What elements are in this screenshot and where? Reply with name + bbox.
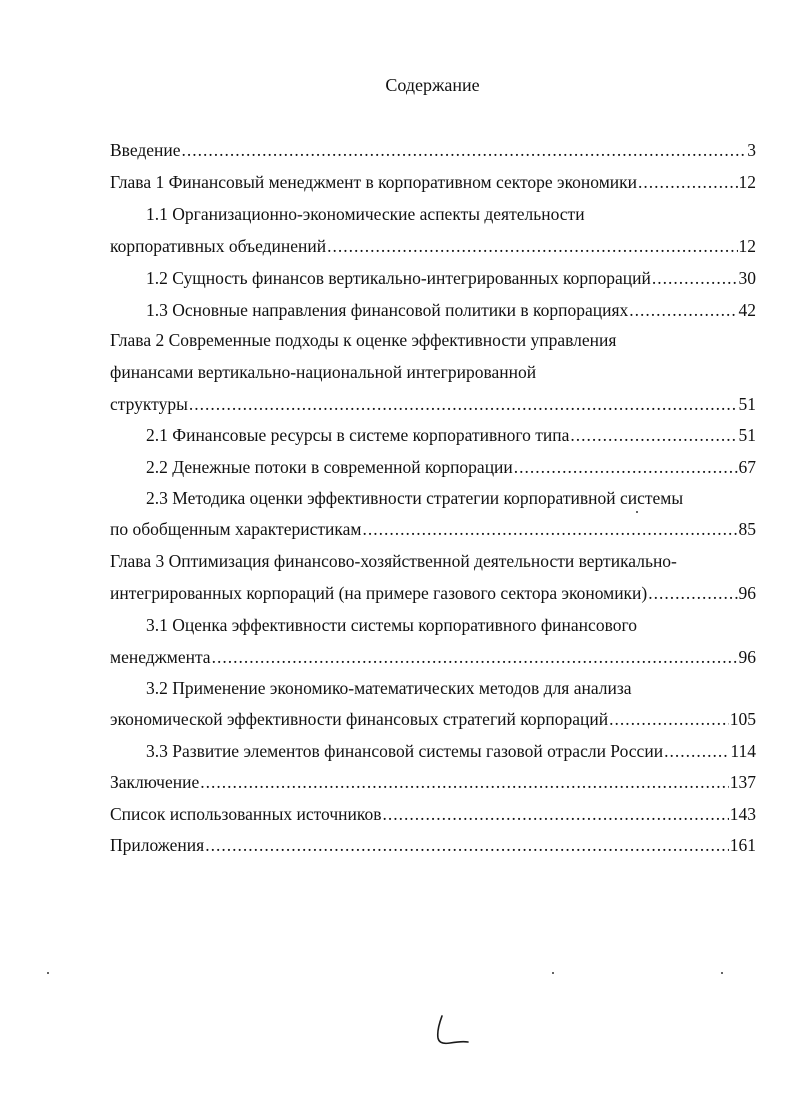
dot-leader <box>648 582 737 604</box>
dot-leader <box>205 834 729 856</box>
dot-leader <box>383 803 729 825</box>
toc-entry-text: 1.3 Основные направления финансовой политики в корпорациях <box>146 300 629 320</box>
toc-entry-section-3-1-line-2 <box>110 646 756 668</box>
toc-entry-text: корпоративных объединений <box>110 236 327 256</box>
dot-leader <box>638 171 737 193</box>
toc-entry-introduction <box>110 139 756 161</box>
toc-entry-text: 1.2 Сущность финансов вертикально-интегрированных корпораций <box>146 268 651 288</box>
toc-entry-chapter-3-line-2 <box>110 582 756 604</box>
toc-entry-section-3-2-line-2 <box>110 708 756 730</box>
toc-entry-text: экономической эффективности финансовых стратегий корпораций <box>110 709 609 729</box>
scan-speck <box>636 511 638 513</box>
toc-entry-section-1-1-line-1 <box>146 203 756 225</box>
scan-speck <box>721 972 723 974</box>
toc-entry-text: Список использованных источников <box>110 804 382 824</box>
toc-entry-page: 114 <box>730 741 756 761</box>
toc-entry-page: 67 <box>738 457 756 477</box>
toc-entry-section-2-1 <box>146 424 756 446</box>
dot-leader <box>200 771 729 793</box>
toc-entry-chapter-2-line-2 <box>110 361 756 383</box>
toc-entry-references <box>110 803 756 825</box>
toc-entry-text: 2.3 Методика оценки эффективности стратегии корпоративной системы <box>146 488 684 508</box>
toc-entry-page: 42 <box>738 300 756 320</box>
dot-leader <box>609 708 729 730</box>
toc-entry-text: Глава 3 Оптимизация финансово-хозяйственной деятельности вертикально- <box>110 551 677 571</box>
toc-entry-section-1-2 <box>146 267 756 289</box>
dot-leader <box>570 424 737 446</box>
toc-entry-text: 3.1 Оценка эффективности системы корпоративного финансового <box>146 615 637 635</box>
toc-entry-text: 3.3 Развитие элементов финансовой системы газовой отрасли России <box>146 741 664 761</box>
toc-entry-appendices <box>110 834 756 856</box>
toc-entry-page: 85 <box>738 519 756 539</box>
toc-entry-page: 161 <box>729 835 756 855</box>
scan-speck <box>47 972 49 974</box>
toc-entry-page: 143 <box>729 804 756 824</box>
toc-entry-page: 12 <box>738 172 756 192</box>
dot-leader <box>182 139 747 161</box>
toc-entry-chapter-1 <box>110 171 756 193</box>
toc-entry-text: 3.2 Применение экономико-математических методов для анализа <box>146 678 632 698</box>
dot-leader <box>327 235 737 257</box>
page-title: Содержание <box>385 75 480 95</box>
toc-entry-chapter-2-line-3 <box>110 393 756 415</box>
toc-entry-text: Глава 1 Финансовый менеджмент в корпоративном секторе экономики <box>110 172 638 192</box>
toc-entry-page: 12 <box>738 236 756 256</box>
toc-entry-section-1-1-line-2 <box>110 235 756 257</box>
toc-entry-text: Приложения <box>110 835 205 855</box>
dot-leader <box>629 299 737 321</box>
toc-entry-text: Заключение <box>110 772 200 792</box>
toc-entry-text: финансами вертикально-национальной интегрированной <box>110 362 537 382</box>
toc-entry-section-2-2 <box>146 456 756 478</box>
toc-entry-page: 137 <box>729 772 756 792</box>
toc-entry-section-2-3-line-1 <box>146 487 756 509</box>
toc-entry-text: по обобщенным характеристикам <box>110 519 362 539</box>
toc-entry-section-1-3 <box>146 299 756 321</box>
toc-entry-text: 2.1 Финансовые ресурсы в системе корпоративного типа <box>146 425 570 445</box>
toc-entry-text: интегрированных корпораций (на примере газового сектора экономики) <box>110 583 648 603</box>
toc-entry-section-2-3-line-2 <box>110 518 756 540</box>
toc-entry-section-3-3 <box>146 740 756 762</box>
toc-entry-text: структуры <box>110 394 188 414</box>
dot-leader <box>362 518 737 540</box>
toc-entry-chapter-3-line-1 <box>110 550 756 572</box>
dot-leader <box>664 740 729 762</box>
toc-entry-text: менеджмента <box>110 647 211 667</box>
handwritten-mark-icon <box>428 1010 476 1050</box>
toc-entry-text: Глава 2 Современные подходы к оценке эффективности управления <box>110 330 617 350</box>
toc-entry-page: 51 <box>738 394 756 414</box>
toc-entry-page: 30 <box>738 268 756 288</box>
toc-entry-text: 2.2 Денежные потоки в современной корпорации <box>146 457 513 477</box>
dot-leader <box>212 646 738 668</box>
toc-entry-section-3-2-line-1 <box>146 677 756 699</box>
dot-leader <box>189 393 738 415</box>
toc-entry-page: 3 <box>747 140 756 160</box>
scan-speck <box>552 972 554 974</box>
toc-entry-text: Введение <box>110 140 181 160</box>
toc-entry-page: 96 <box>738 583 756 603</box>
dot-leader <box>514 456 738 478</box>
toc-entry-conclusion <box>110 771 756 793</box>
toc-entry-page: 51 <box>738 425 756 445</box>
toc-entry-text: 1.1 Организационно-экономические аспекты деятельности <box>146 204 585 224</box>
toc-entry-page: 105 <box>729 709 756 729</box>
dot-leader <box>652 267 738 289</box>
toc-entry-chapter-2-line-1 <box>110 329 756 351</box>
toc-entry-section-3-1-line-1 <box>146 614 756 636</box>
toc-entry-page: 96 <box>738 647 756 667</box>
